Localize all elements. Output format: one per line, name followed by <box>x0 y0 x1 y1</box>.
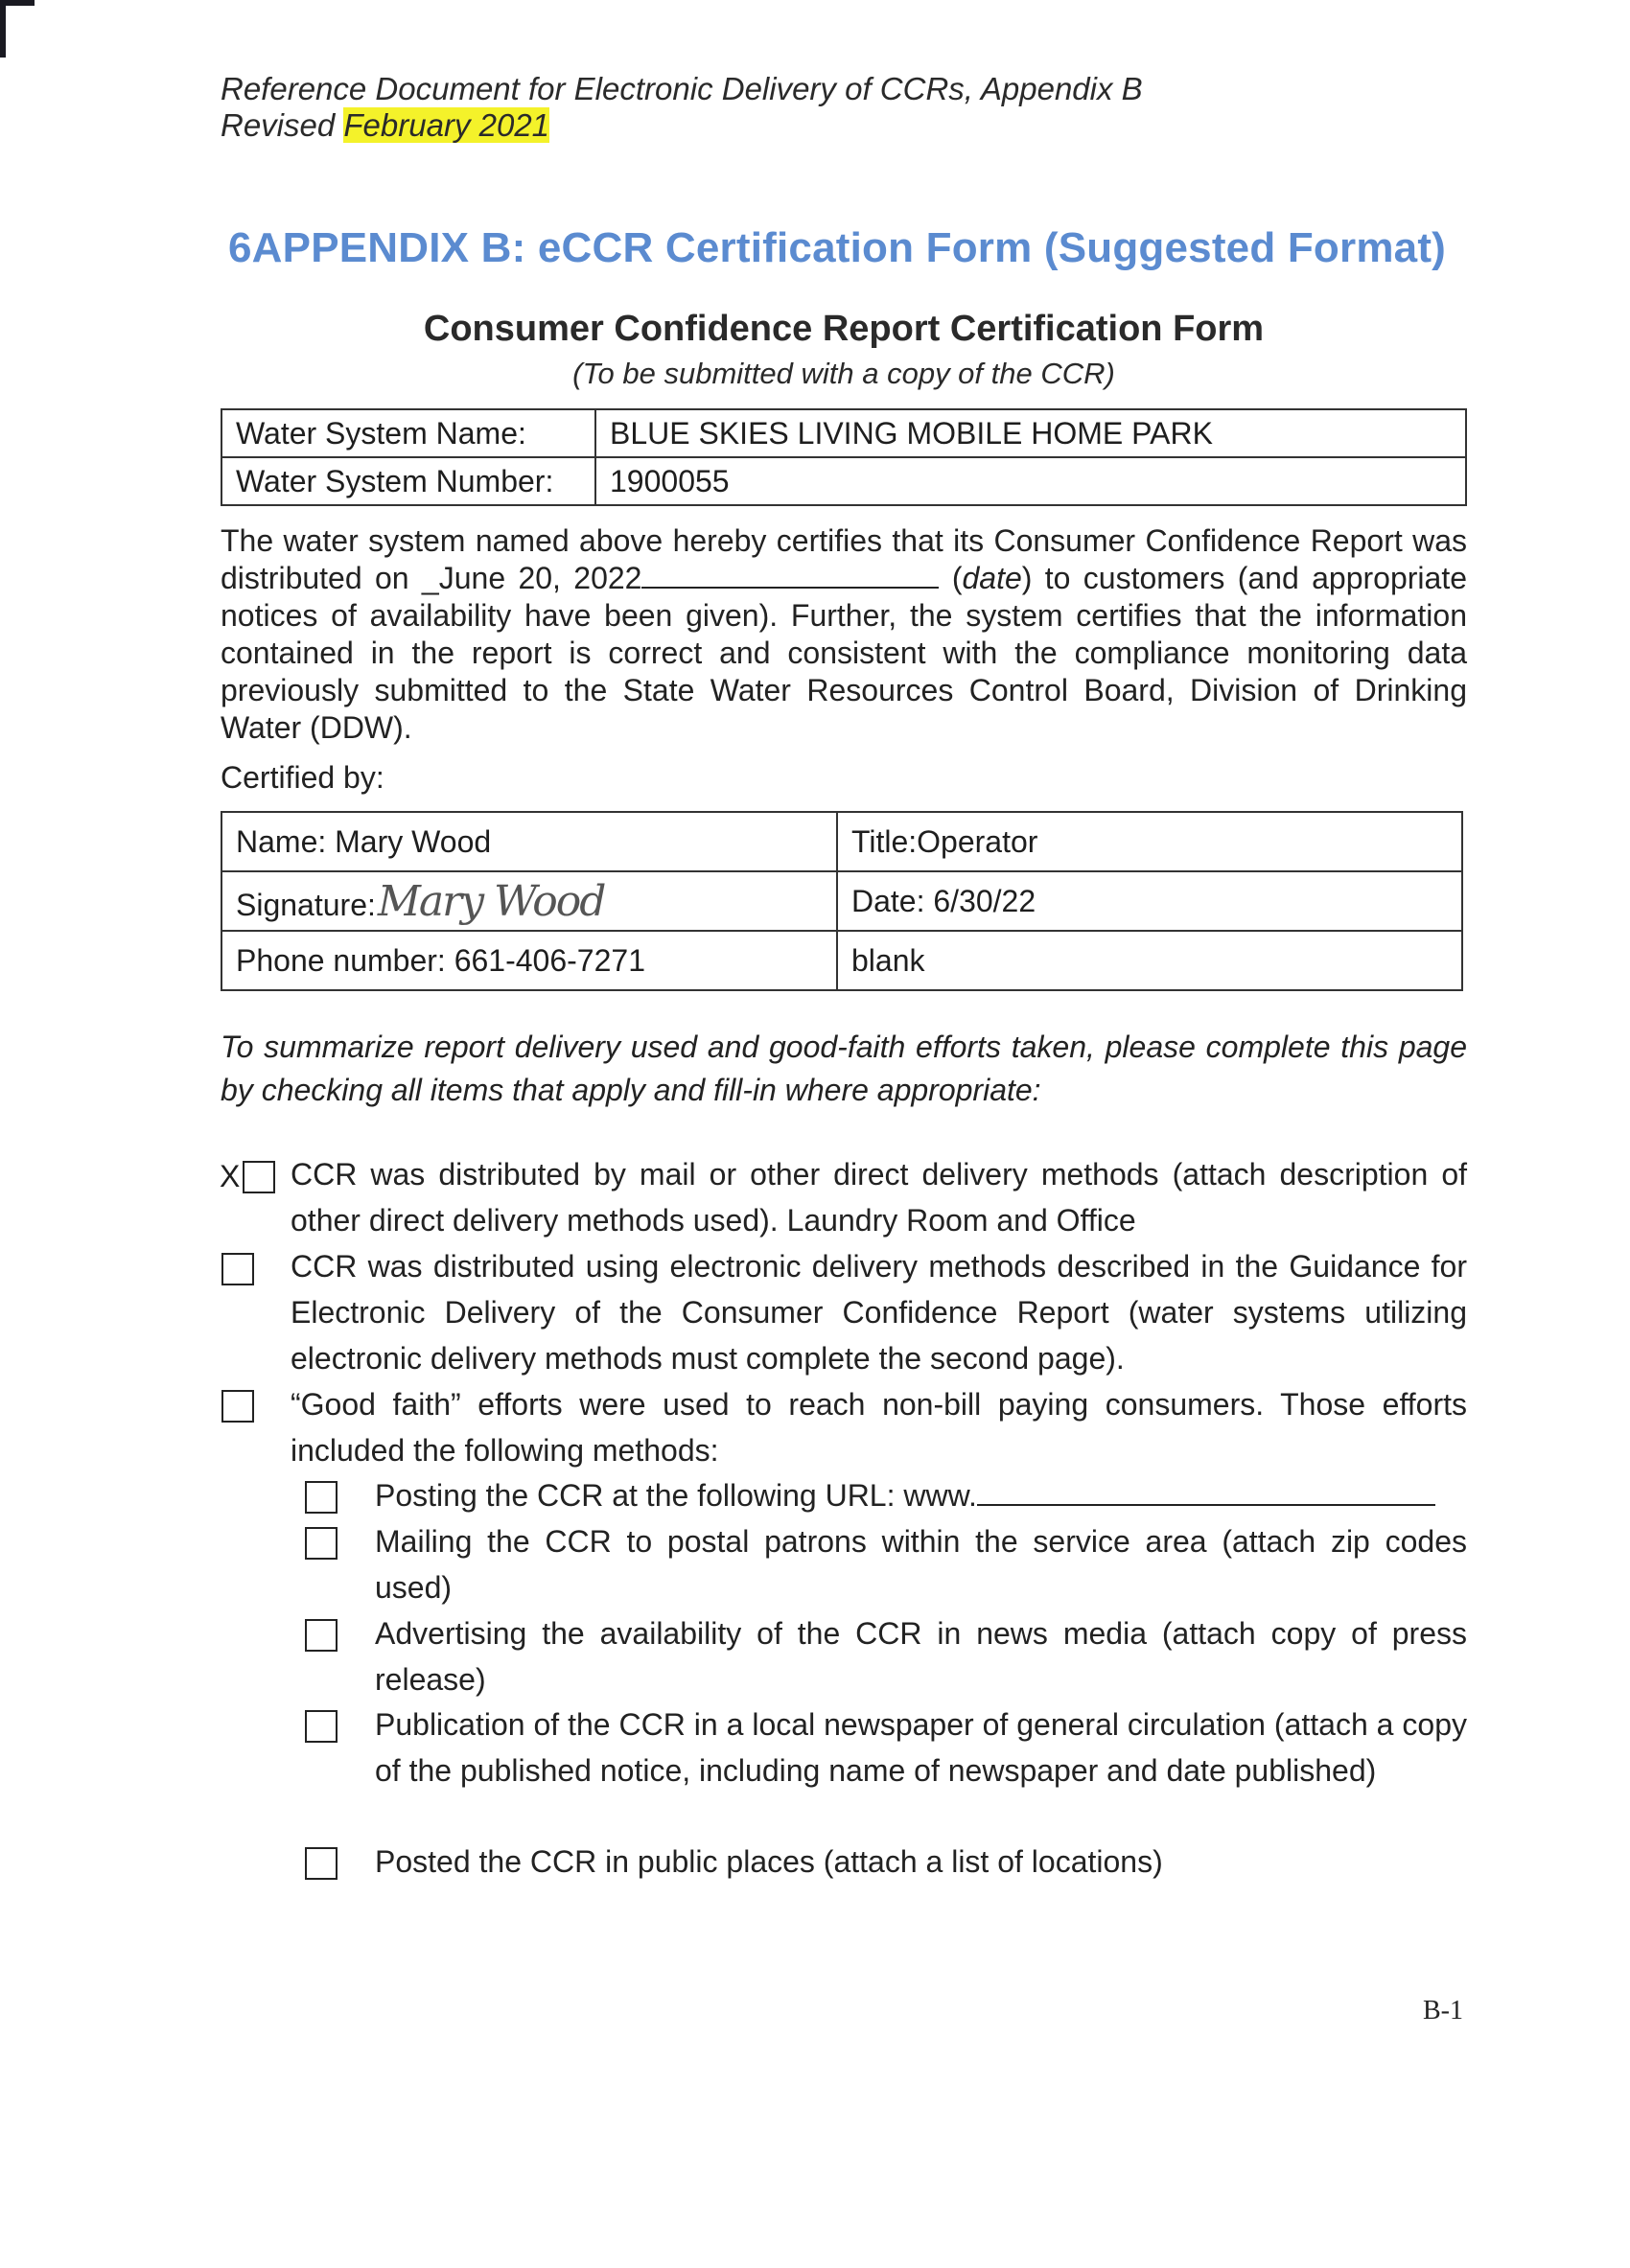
checkbox-publication[interactable] <box>305 1710 338 1743</box>
water-system-number-field[interactable]: 1900055 <box>595 457 1466 505</box>
instructions-text: To summarize report delivery used and good-faith efforts taken, please complete this page by checking all items that apply and fill-in where appropriate: <box>221 1030 1467 1107</box>
table-row <box>221 409 1466 457</box>
date-blank-line <box>641 560 939 589</box>
scan-edge-mark <box>0 0 6 58</box>
checklist-item-electronic-delivery: CCR was distributed using electronic delivery methods described in the Guidance for Electronic Delivery of the Consumer Confidence Report (water systems utilizing electronic delivery methods must complete the second page). <box>291 1249 1467 1376</box>
certifier-table <box>221 811 1463 991</box>
checkbox-advertising[interactable] <box>305 1619 338 1652</box>
water-system-number-label: Water System Number: <box>221 457 595 505</box>
checkbox-posted-public[interactable] <box>305 1847 338 1880</box>
page-number: B-1 <box>1423 1996 1463 2025</box>
checkbox-posting-url[interactable] <box>305 1481 338 1514</box>
revised-line: Revised February 2021 <box>221 107 550 143</box>
url-input-line[interactable] <box>977 1477 1435 1506</box>
table-row <box>221 457 1466 505</box>
reference-line: Reference Document for Electronic Delivery of CCRs, Appendix B <box>221 71 1143 106</box>
table-row <box>221 871 1462 931</box>
checklist-item-direct-delivery: CCR was distributed by mail or other direct delivery methods (attach description of other direct delivery methods used). Laundry Room and Office <box>291 1157 1467 1238</box>
form-subtitle: (To be submitted with a copy of the CCR) <box>572 357 1115 390</box>
method-advertising: Advertising the availability of the CCR in news media (attach copy of press release) <box>375 1616 1467 1697</box>
certifier-name-field[interactable]: Name: Mary Wood <box>221 812 837 871</box>
checkbox-direct-delivery[interactable] <box>243 1161 275 1193</box>
phone-number-field[interactable]: Phone number: 661-406-7271 <box>221 931 837 990</box>
certifier-title-field[interactable]: Title:Operator <box>837 812 1462 871</box>
distribution-date-field[interactable]: _June 20, 2022 <box>422 561 940 595</box>
method-posted-public: Posted the CCR in public places (attach a list of locations) <box>375 1844 1163 1879</box>
form-title: Consumer Confidence Report Certification Form <box>423 309 1265 349</box>
checkbox-mailing-postal[interactable] <box>305 1527 338 1560</box>
signature-field[interactable]: Signature:Mary Wood <box>221 871 837 931</box>
water-system-name-label: Water System Name: <box>221 409 595 457</box>
reference-header <box>221 71 1143 144</box>
checkbox-good-faith[interactable] <box>221 1390 254 1423</box>
certified-by-label: Certified by: <box>221 760 384 795</box>
table-row <box>221 931 1462 990</box>
water-system-name-field[interactable]: BLUE SKIES LIVING MOBILE HOME PARK <box>595 409 1466 457</box>
method-posting-url: Posting the CCR at the following URL: www. <box>375 1472 1467 1518</box>
certification-date-field[interactable]: Date: 6/30/22 <box>837 871 1462 931</box>
certification-statement: The water system named above hereby certifies that its Consumer Confidence Report was distributed on _June 20, 2022 (date) to customers (and appropriate notices of availability have been given). Further, the system certifies that the information contained in the report is correct and consistent with the compliance monitoring data previously submitted to the State Water Resources Control Board, Division of Drinking Water (DDW). <box>221 523 1467 745</box>
appendix-title: 6APPENDIX B: eCCR Certification Form (Suggested Format) <box>228 224 1447 271</box>
x-mark: X <box>220 1159 241 1193</box>
extra-field[interactable]: blank <box>837 931 1462 990</box>
revised-date-highlight: February 2021 <box>343 107 550 143</box>
handwritten-signature: Mary Wood <box>377 876 605 926</box>
water-system-table <box>221 408 1467 506</box>
method-publication: Publication of the CCR in a local newspaper of general circulation (attach a copy of the published notice, including name of newspaper and date published) <box>375 1707 1467 1788</box>
checkbox-electronic-delivery[interactable] <box>221 1253 254 1285</box>
checklist-item-good-faith: “Good faith” efforts were used to reach non-bill paying consumers. Those efforts included the following methods: <box>291 1387 1467 1468</box>
scan-edge-mark <box>0 0 35 6</box>
method-mailing-postal: Mailing the CCR to postal patrons within the service area (attach zip codes used) <box>375 1524 1467 1605</box>
table-row <box>221 812 1462 871</box>
